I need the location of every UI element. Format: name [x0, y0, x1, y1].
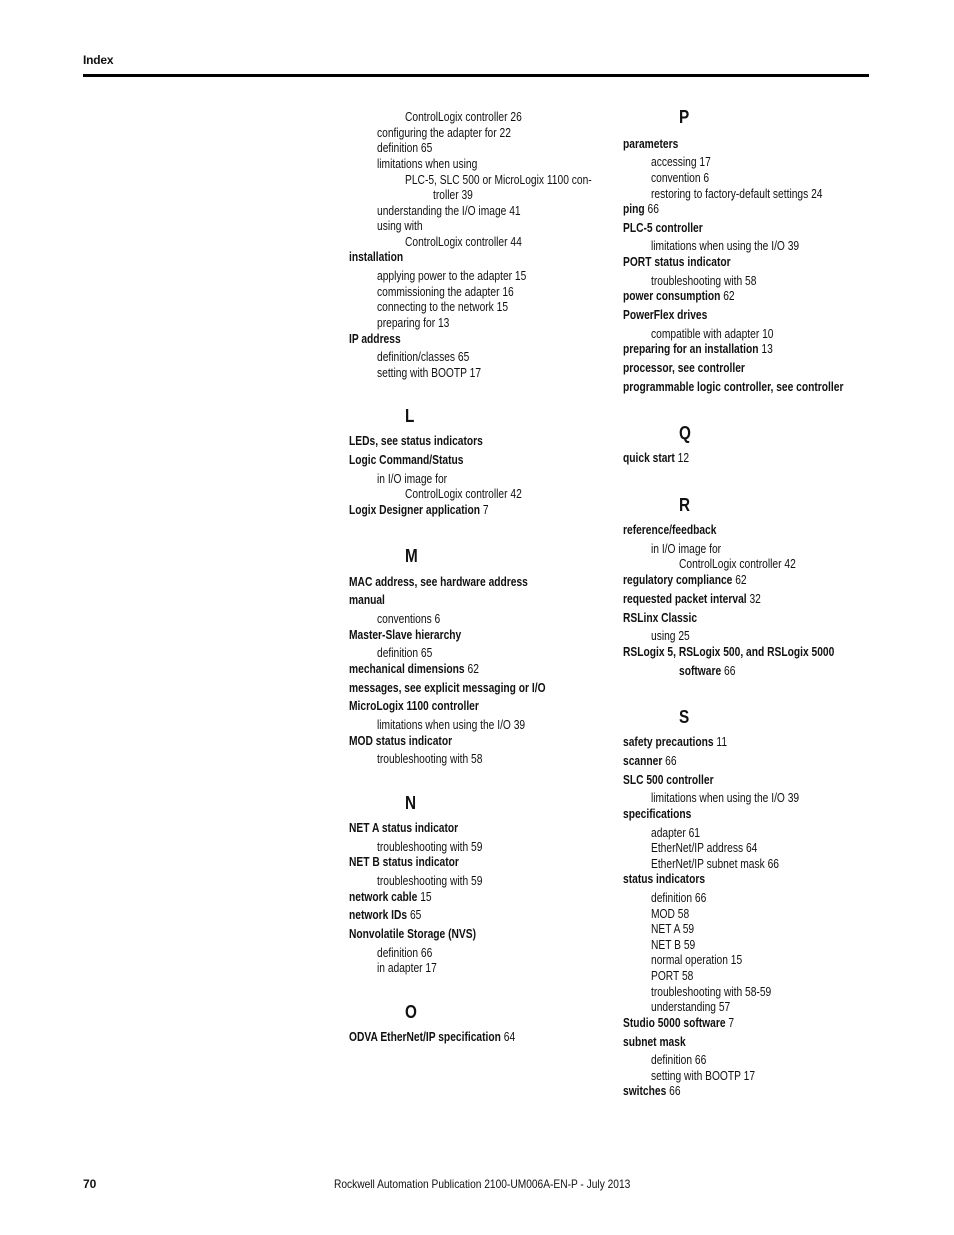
- index-entry: MicroLogix 1100 controller: [349, 699, 479, 713]
- index-entry: PLC-5 controller: [623, 221, 703, 235]
- index-entry: parameters: [623, 137, 679, 151]
- index-subentry: ControlLogix controller 42: [679, 557, 796, 571]
- index-subentry: using 25: [651, 629, 690, 643]
- index-subentry: commissioning the adapter 16: [377, 285, 514, 299]
- index-entry: [349, 1030, 515, 1045]
- index-letter-heading: R: [679, 495, 691, 515]
- index-entry: [623, 754, 677, 769]
- index-subentry: configuring the adapter for 22: [377, 126, 511, 140]
- index-entry: Logic Command/Status: [349, 453, 464, 467]
- index-entry: IP address: [349, 332, 401, 346]
- index-subentry: preparing for 13: [377, 316, 450, 330]
- index-page-ref: 7: [725, 1016, 735, 1030]
- index-page-ref: 11: [713, 735, 728, 749]
- index-subentry: definition 66: [377, 946, 433, 960]
- index-entry: [349, 908, 421, 923]
- header-rule: [83, 74, 869, 77]
- index-subentry: troubleshooting with 59: [377, 874, 483, 888]
- index-entry: PowerFlex drives: [623, 308, 708, 322]
- index-subentry: NET B 59: [651, 938, 696, 952]
- index-page-ref: 32: [746, 592, 761, 606]
- index-entry: [623, 342, 773, 357]
- index-subentry: compatible with adapter 10: [651, 327, 774, 341]
- page-number: 70: [83, 1177, 97, 1191]
- index-entry: status indicators: [623, 872, 706, 886]
- index-subentry: PORT 58: [651, 969, 694, 983]
- index-entry: [349, 662, 479, 677]
- index-entry: [623, 202, 659, 217]
- index-subentry: EtherNet/IP address 64: [651, 841, 758, 855]
- index-subentry: troubleshooting with 58: [377, 752, 483, 766]
- index-letter-heading: P: [679, 107, 690, 127]
- index-subentry: setting with BOOTP 17: [651, 1069, 756, 1083]
- index-entry: messages, see explicit messaging or I/O: [349, 681, 546, 695]
- index-entry: [679, 664, 735, 679]
- index-subentry: understanding the I/O image 41: [377, 204, 521, 218]
- index-subentry: definition/classes 65: [377, 350, 470, 364]
- index-page-ref: 13: [758, 342, 773, 356]
- index-subentry: using with: [377, 219, 423, 233]
- index-letter-heading: L: [405, 406, 415, 426]
- index-term: scanner: [623, 754, 663, 768]
- index-entry: Nonvolatile Storage (NVS): [349, 927, 477, 941]
- index-subentry: limitations when using the I/O 39: [651, 791, 800, 805]
- index-entry: processor, see controller: [623, 361, 745, 375]
- index-term: safety precautions: [623, 735, 714, 749]
- index-subentry: EtherNet/IP subnet mask 66: [651, 857, 780, 871]
- index-entry: LEDs, see status indicators: [349, 434, 483, 448]
- index-subentry: ControlLogix controller 42: [405, 487, 522, 501]
- index-subentry: PLC-5, SLC 500 or MicroLogix 1100 con-: [405, 173, 592, 187]
- index-subentry: adapter 61: [651, 826, 701, 840]
- index-entry: [623, 289, 735, 304]
- index-page-ref: 62: [732, 573, 747, 587]
- index-term: network cable: [349, 890, 418, 904]
- index-term: ODVA EtherNet/IP specification: [349, 1030, 501, 1044]
- index-page-ref: 15: [417, 890, 432, 904]
- index-page-ref: 64: [500, 1030, 516, 1044]
- index-entry: PORT status indicator: [623, 255, 731, 269]
- index-term: quick start: [623, 451, 675, 465]
- index-entry: MOD status indicator: [349, 734, 453, 748]
- index-subentry: definition 65: [377, 646, 433, 660]
- index-subentry: definition 66: [651, 891, 707, 905]
- index-entry: subnet mask: [623, 1035, 686, 1049]
- index-subentry: convention 6: [651, 171, 710, 185]
- index-subentry: definition 66: [651, 1053, 707, 1067]
- index-subentry: troubleshooting with 59: [377, 840, 483, 854]
- index-entry: [623, 735, 727, 750]
- index-letter-heading: O: [405, 1002, 417, 1022]
- index-entry: [623, 1016, 734, 1031]
- index-subentry: setting with BOOTP 17: [377, 366, 482, 380]
- index-entry: [349, 503, 489, 518]
- index-subentry: ControlLogix controller 44: [405, 235, 522, 249]
- index-term: power consumption: [623, 289, 721, 303]
- index-entry: Master-Slave hierarchy: [349, 628, 462, 642]
- index-subentry: limitations when using the I/O 39: [651, 239, 800, 253]
- index-subentry: definition 65: [377, 141, 433, 155]
- index-entry: manual: [349, 593, 385, 607]
- index-page-ref: 66: [666, 1084, 681, 1098]
- index-page-ref: 65: [407, 908, 422, 922]
- index-letter-heading: Q: [679, 423, 691, 443]
- index-term: regulatory compliance: [623, 573, 733, 587]
- index-subentry: MOD 58: [651, 907, 690, 921]
- index-term: Studio 5000 software: [623, 1016, 726, 1030]
- index-term: mechanical dimensions: [349, 662, 465, 676]
- index-subentry: troller 39: [433, 188, 473, 202]
- index-subentry: accessing 17: [651, 155, 711, 169]
- index-page-ref: 66: [644, 202, 659, 216]
- index-subentry: conventions 6: [377, 612, 441, 626]
- index-entry: RSLogix 5, RSLogix 500, and RSLogix 5000: [623, 645, 835, 659]
- publication-footer: Rockwell Automation Publication 2100-UM006A-EN-P - July 2013: [334, 1177, 631, 1191]
- index-entry: [623, 1084, 681, 1099]
- index-term: ping: [623, 202, 645, 216]
- index-entry: reference/feedback: [623, 523, 717, 537]
- index-entry: NET A status indicator: [349, 821, 459, 835]
- index-subentry: NET A 59: [651, 922, 695, 936]
- index-entry: RSLinx Classic: [623, 611, 698, 625]
- index-subentry: normal operation 15: [651, 953, 743, 967]
- index-term: preparing for an installation: [623, 342, 759, 356]
- index-page-ref: 12: [674, 451, 690, 465]
- index-entry: programmable logic controller, see controller: [623, 380, 844, 394]
- index-entry: installation: [349, 250, 404, 264]
- index-entry: [623, 592, 761, 607]
- index-page-ref: 62: [720, 289, 735, 303]
- index-subentry: in I/O image for: [651, 542, 722, 556]
- index-subentry: restoring to factory-default settings 24: [651, 187, 823, 201]
- index-subentry: limitations when using the I/O 39: [377, 718, 526, 732]
- index-page-ref: 66: [662, 754, 677, 768]
- index-page-ref: 66: [721, 664, 736, 678]
- index-page-ref: 7: [479, 503, 489, 517]
- index-subentry: limitations when using: [377, 157, 478, 171]
- index-letter-heading: N: [405, 793, 417, 813]
- index-term: requested packet interval: [623, 592, 747, 606]
- index-subentry: connecting to the network 15: [377, 300, 509, 314]
- index-entry: [623, 573, 747, 588]
- index-subentry: troubleshooting with 58: [651, 274, 757, 288]
- index-entry: [349, 890, 432, 905]
- index-page-ref: 62: [464, 662, 479, 676]
- running-header: Index: [83, 53, 114, 67]
- index-entry: NET B status indicator: [349, 855, 459, 869]
- index-term: network IDs: [349, 908, 408, 922]
- index-term: Logix Designer application: [349, 503, 480, 517]
- index-subentry: in adapter 17: [377, 961, 437, 975]
- index-entry: specifications: [623, 807, 692, 821]
- index-subentry: applying power to the adapter 15: [377, 269, 527, 283]
- index-term: switches: [623, 1084, 667, 1098]
- index-subentry: ControlLogix controller 26: [405, 110, 522, 124]
- index-entry: MAC address, see hardware address: [349, 575, 528, 589]
- index-subentry: in I/O image for: [377, 472, 448, 486]
- index-letter-heading: M: [405, 546, 418, 566]
- index-entry: SLC 500 controller: [623, 773, 714, 787]
- index-entry: [623, 451, 689, 466]
- index-letter-heading: S: [679, 707, 690, 727]
- index-term: software: [679, 664, 722, 678]
- index-subentry: troubleshooting with 58-59: [651, 985, 772, 999]
- index-subentry: understanding 57: [651, 1000, 731, 1014]
